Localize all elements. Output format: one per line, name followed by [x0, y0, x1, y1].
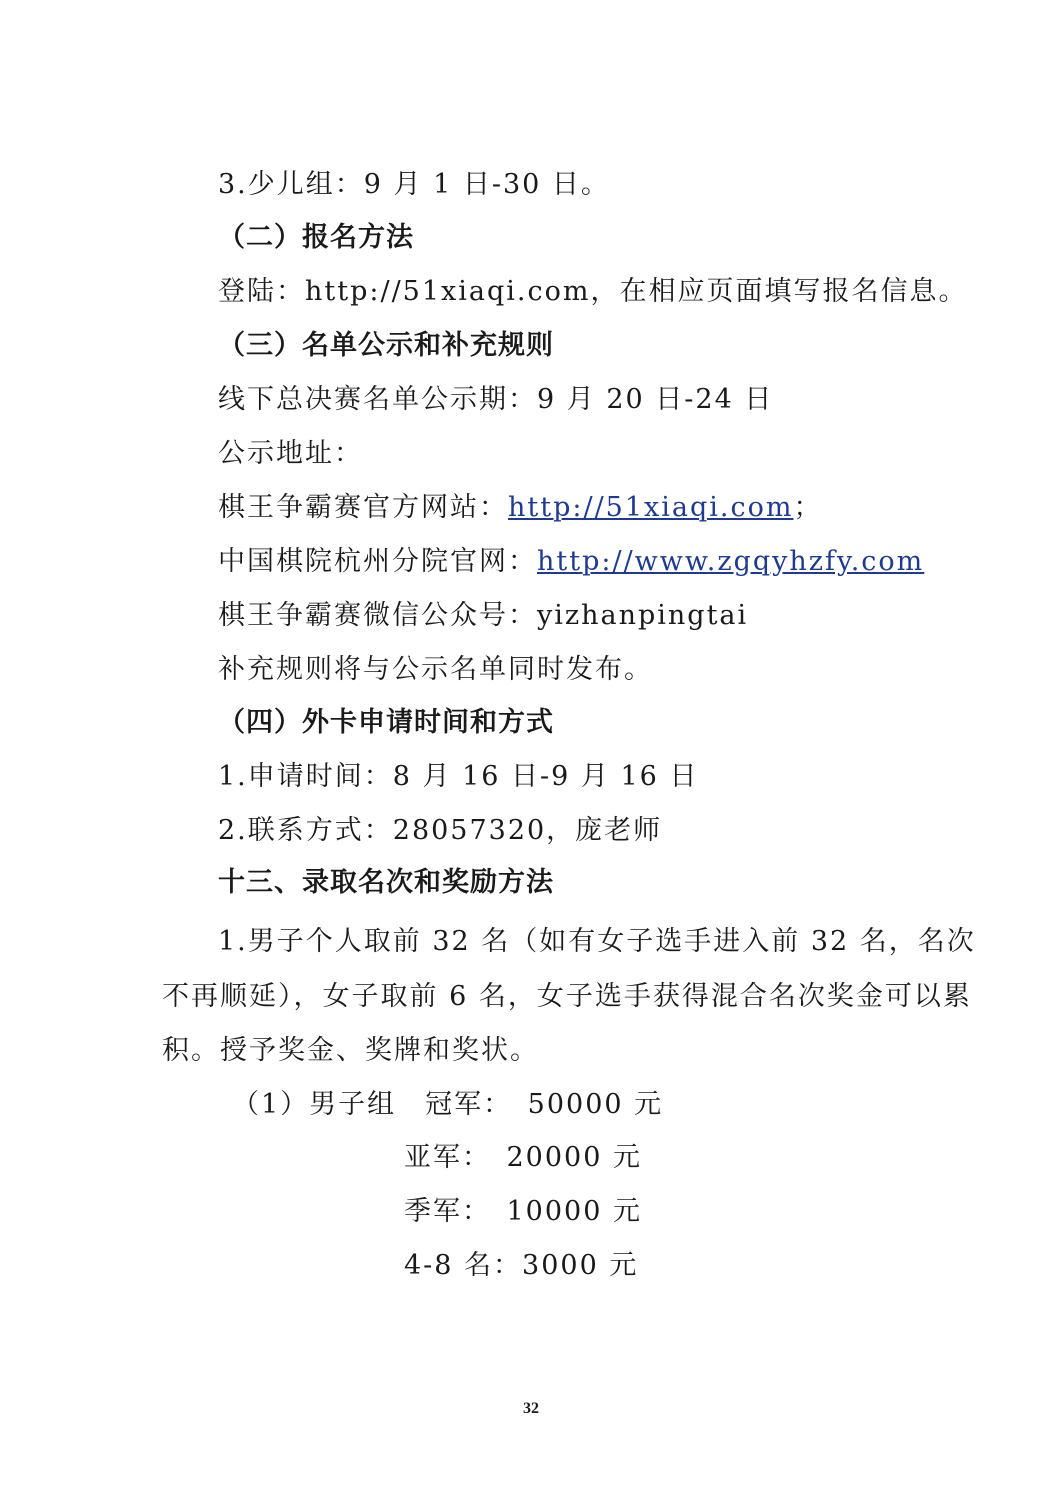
page-number: 32 [523, 1400, 539, 1417]
text-line: 棋王争霸赛微信公众号：yizhanpingtai [218, 600, 749, 631]
text-line: 2.联系方式：28057320，庞老师 [218, 815, 663, 846]
text-line: 线下总决赛名单公示期：9 月 20 日-24 日 [218, 384, 774, 415]
prize-line: 季军： 10000 元 [404, 1196, 642, 1227]
text-line: 补充规则将与公示名单同时发布。 [218, 654, 653, 685]
section-heading: （三）名单公示和补充规则 [218, 330, 554, 361]
official-site-label: 棋王争霸赛官方网站： [218, 492, 508, 523]
text-line: 公示地址： [218, 438, 363, 469]
prize-line: 亚军： 20000 元 [404, 1142, 642, 1173]
paragraph-line: 1.男子个人取前 32 名（如有女子选手进入前 32 名，名次 [218, 926, 976, 957]
prize-line: 4-8 名：3000 元 [404, 1250, 639, 1281]
paragraph-line: 积。授予奖金、奖牌和奖状。 [162, 1035, 539, 1066]
text-line: 3.少儿组：9 月 1 日-30 日。 [218, 169, 610, 200]
section-heading: （四）外卡申请时间和方式 [218, 707, 554, 738]
hangzhou-site-line [218, 544, 924, 580]
official-site-link[interactable]: http://51xiaqi.com [508, 492, 794, 523]
hangzhou-site-label: 中国棋院杭州分院官网： [218, 546, 537, 577]
official-site-line [218, 490, 822, 526]
hangzhou-site-link[interactable]: http://www.zgqyhzfy.com [537, 546, 925, 577]
section-heading: （二）报名方法 [218, 222, 414, 253]
prize-line: （1）男子组 冠军： 50000 元 [232, 1089, 664, 1120]
text-line: 1.申请时间：8 月 16 日-9 月 16 日 [218, 761, 699, 792]
paragraph-line: 不再顺延），女子取前 6 名，女子选手获得混合名次奖金可以累 [162, 981, 972, 1012]
chapter-heading: 十三、录取名次和奖励方法 [218, 867, 554, 898]
punctuation: ； [793, 492, 823, 523]
text-line: 登陆：http://51xiaqi.com，在相应页面填写报名信息。 [218, 276, 968, 307]
